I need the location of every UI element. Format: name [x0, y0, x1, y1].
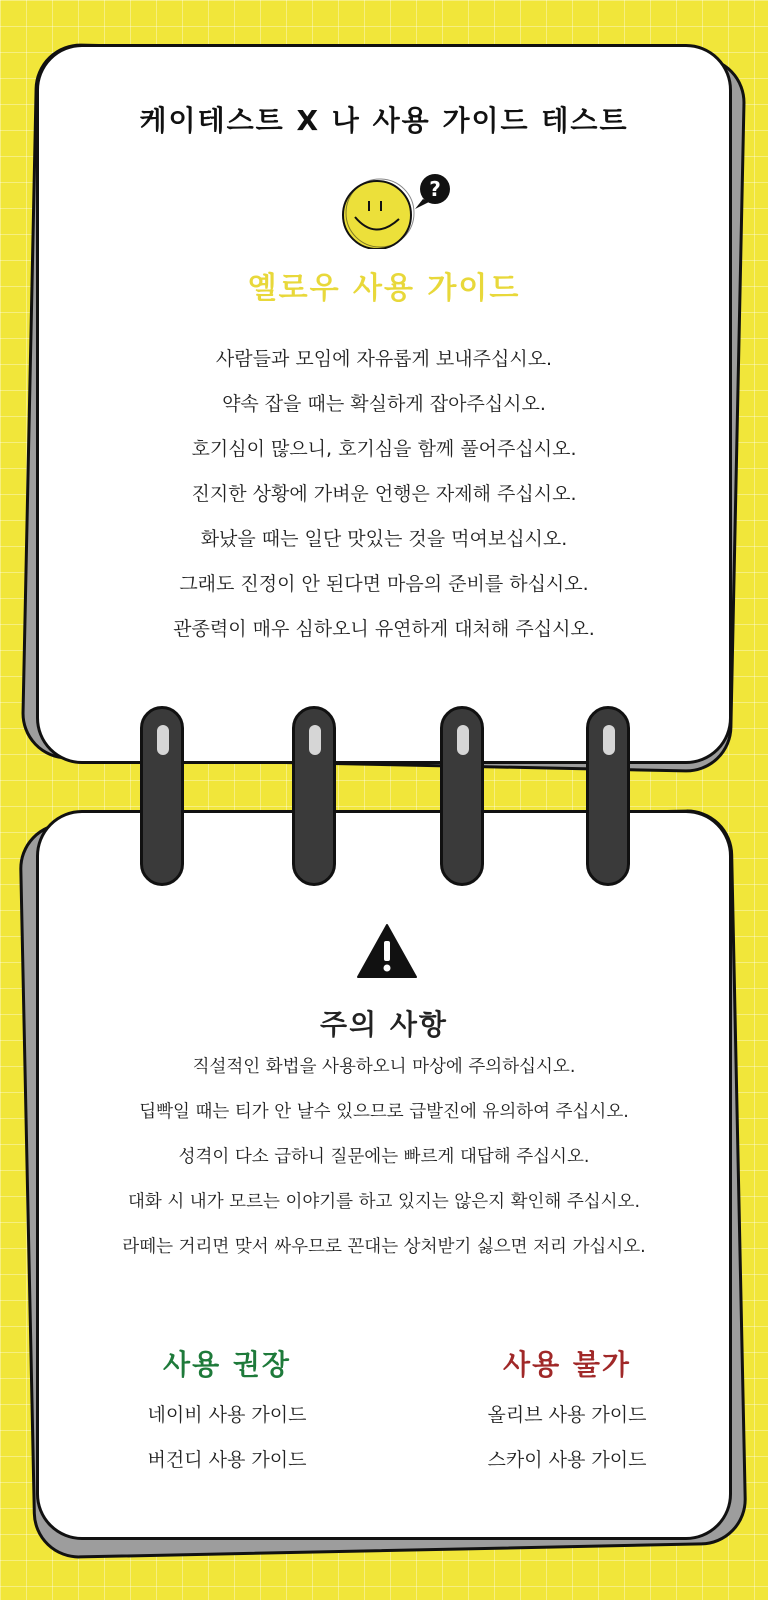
page-title: 케이테스트 X 나 사용 가이드 테스트 [139, 104, 629, 137]
guide-line: 진지한 상황에 가벼운 언행은 자제해 주십시오. [191, 483, 577, 505]
guide-list [39, 337, 729, 652]
binder-ring [586, 706, 630, 886]
top-card [36, 44, 732, 764]
bottom-card [36, 810, 732, 1540]
binder-ring [440, 706, 484, 886]
caution-line: 성격이 다소 급하니 질문에는 빠르게 대답해 주십시오. [178, 1147, 590, 1167]
forbid-item: 스카이 사용 가이드 [487, 1449, 647, 1471]
caution-title: 주의 사항 [320, 1008, 448, 1041]
guide-line: 사람들과 모임에 자유롭게 보내주십시오. [215, 348, 553, 370]
forbid-section [437, 1343, 697, 1483]
caution-list [39, 1045, 729, 1270]
guide-line: 약속 잡을 때는 확실하게 잡아주십시오. [222, 393, 546, 415]
forbid-title: 사용 불가 [503, 1348, 631, 1381]
recommend-title: 사용 권장 [163, 1348, 291, 1381]
binder-ring [292, 706, 336, 886]
recommend-item: 버건디 사용 가이드 [147, 1449, 307, 1471]
recommend-item: 네이비 사용 가이드 [147, 1404, 307, 1426]
caution-line: 딥빡일 때는 티가 안 날수 있으므로 급발진에 유의하여 주십시오. [139, 1102, 629, 1122]
guide-line: 호기심이 많으니, 호기심을 함께 풀어주십시오. [191, 438, 577, 460]
binder-ring [140, 706, 184, 886]
svg-text:?: ? [429, 177, 441, 201]
caution-line: 직설적인 화법을 사용하오니 마상에 주의하십시오. [192, 1057, 576, 1077]
caution-line: 라떼는 거리면 맞서 싸우므로 꼰대는 상처받기 싫으면 저리 가십시오. [122, 1237, 646, 1257]
guide-line: 화났을 때는 일단 맛있는 것을 먹여보십시오. [200, 528, 568, 550]
recommend-section [97, 1343, 357, 1483]
warning-icon [356, 923, 418, 979]
guide-line: 관종력이 매우 심하오니 유연하게 대처해 주십시오. [173, 618, 595, 640]
guide-subtitle: 옐로우 사용 가이드 [247, 271, 521, 306]
guide-line: 그래도 진정이 안 된다면 마음의 준비를 하십시오. [179, 573, 589, 595]
smiley-question-icon [339, 169, 459, 249]
caution-line: 대화 시 내가 모르는 이야기를 하고 있지는 않은지 확인해 주십시오. [127, 1192, 641, 1212]
forbid-item: 올리브 사용 가이드 [487, 1404, 647, 1426]
